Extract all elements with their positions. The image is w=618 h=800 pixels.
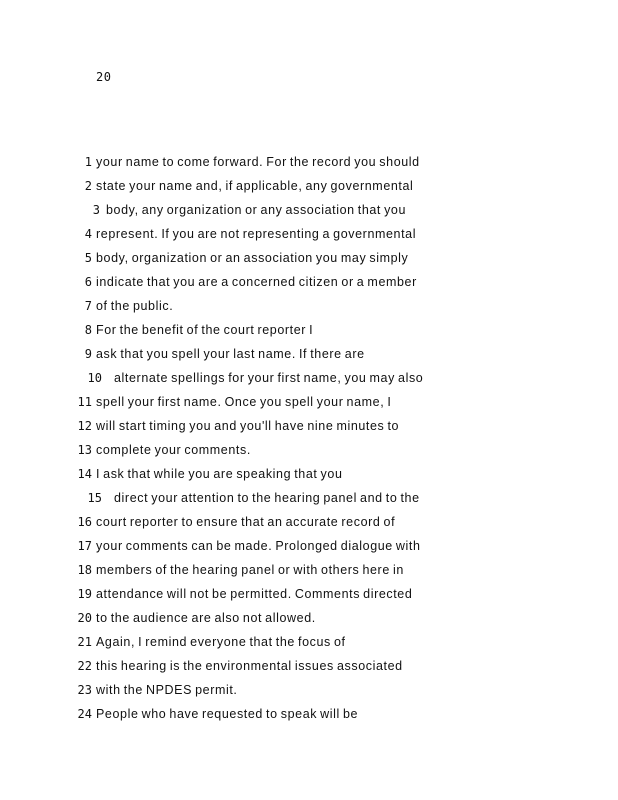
line-number: 16 [77, 515, 92, 529]
line-number: 5 [84, 251, 92, 265]
transcript-line [0, 200, 618, 224]
line-text: body, organization or an association you may simply [96, 251, 409, 265]
line-number: 18 [77, 563, 92, 577]
line-text: alternate spellings for your first name, you may also [114, 371, 424, 385]
line-number: 2 [84, 179, 92, 193]
line-text: state your name and, if applicable, any governmental [96, 179, 414, 193]
line-text: represent. If you are not representing a governmental [96, 227, 417, 241]
line-number: 3 [92, 203, 100, 217]
line-text: with the NPDES permit. [96, 683, 238, 697]
line-text: your name to come forward. For the record you should [96, 155, 420, 169]
line-number: 12 [77, 419, 92, 433]
line-number: 10 [87, 371, 102, 385]
line-text: Again, I remind everyone that the focus of [96, 635, 346, 649]
line-number: 20 [77, 611, 92, 625]
transcript-line [0, 368, 618, 392]
page-number: 20 [96, 70, 112, 84]
line-text: I ask that while you are speaking that you [96, 467, 343, 481]
line-number: 11 [77, 395, 92, 409]
line-number: 17 [77, 539, 92, 553]
line-text: spell your first name. Once you spell your name, I [96, 395, 392, 409]
transcript-line [0, 248, 618, 272]
transcript-line [0, 344, 618, 368]
line-number: 24 [77, 707, 92, 721]
line-number: 23 [77, 683, 92, 697]
line-number: 9 [84, 347, 92, 361]
line-number: 19 [77, 587, 92, 601]
transcript-line [0, 464, 618, 488]
line-text: body, any organization or any association that you [106, 203, 407, 217]
transcript-line [0, 152, 618, 176]
transcript-line [0, 704, 618, 728]
line-text: your comments can be made. Prolonged dialogue with [96, 539, 421, 553]
line-text: of the public. [96, 299, 174, 313]
transcript-line [0, 560, 618, 584]
line-number: 21 [77, 635, 92, 649]
line-text: to the audience are also not allowed. [96, 611, 316, 625]
line-number: 7 [84, 299, 92, 313]
transcript-line [0, 392, 618, 416]
line-text: complete your comments. [96, 443, 251, 457]
line-text: ask that you spell your last name. If there are [96, 347, 365, 361]
line-text: members of the hearing panel or with others here in [96, 563, 404, 577]
line-text: court reporter to ensure that an accurate record of [96, 515, 396, 529]
transcript-line [0, 416, 618, 440]
line-text: For the benefit of the court reporter I [96, 323, 314, 337]
transcript-line [0, 680, 618, 704]
line-number: 4 [84, 227, 92, 241]
transcript-line [0, 320, 618, 344]
line-text: attendance will not be permitted. Comments directed [96, 587, 413, 601]
line-text: indicate that you are a concerned citizen or a member [96, 275, 417, 289]
transcript-line [0, 296, 618, 320]
transcript-line [0, 176, 618, 200]
line-text: direct your attention to the hearing panel and to the [114, 491, 420, 505]
transcript-line [0, 656, 618, 680]
transcript-body [0, 152, 618, 728]
line-number: 8 [84, 323, 92, 337]
transcript-line [0, 512, 618, 536]
line-number: 14 [77, 467, 92, 481]
transcript-line [0, 608, 618, 632]
line-number: 1 [84, 155, 92, 169]
transcript-line [0, 224, 618, 248]
line-text: People who have requested to speak will be [96, 707, 359, 721]
transcript-line [0, 584, 618, 608]
transcript-line [0, 440, 618, 464]
line-number: 22 [77, 659, 92, 673]
transcript-line [0, 536, 618, 560]
line-number: 15 [87, 491, 102, 505]
line-text: will start timing you and you'll have nine minutes to [96, 419, 400, 433]
transcript-line [0, 488, 618, 512]
line-number: 13 [77, 443, 92, 457]
line-number: 6 [84, 275, 92, 289]
line-text: this hearing is the environmental issues associated [96, 659, 403, 673]
transcript-line [0, 272, 618, 296]
transcript-line [0, 632, 618, 656]
